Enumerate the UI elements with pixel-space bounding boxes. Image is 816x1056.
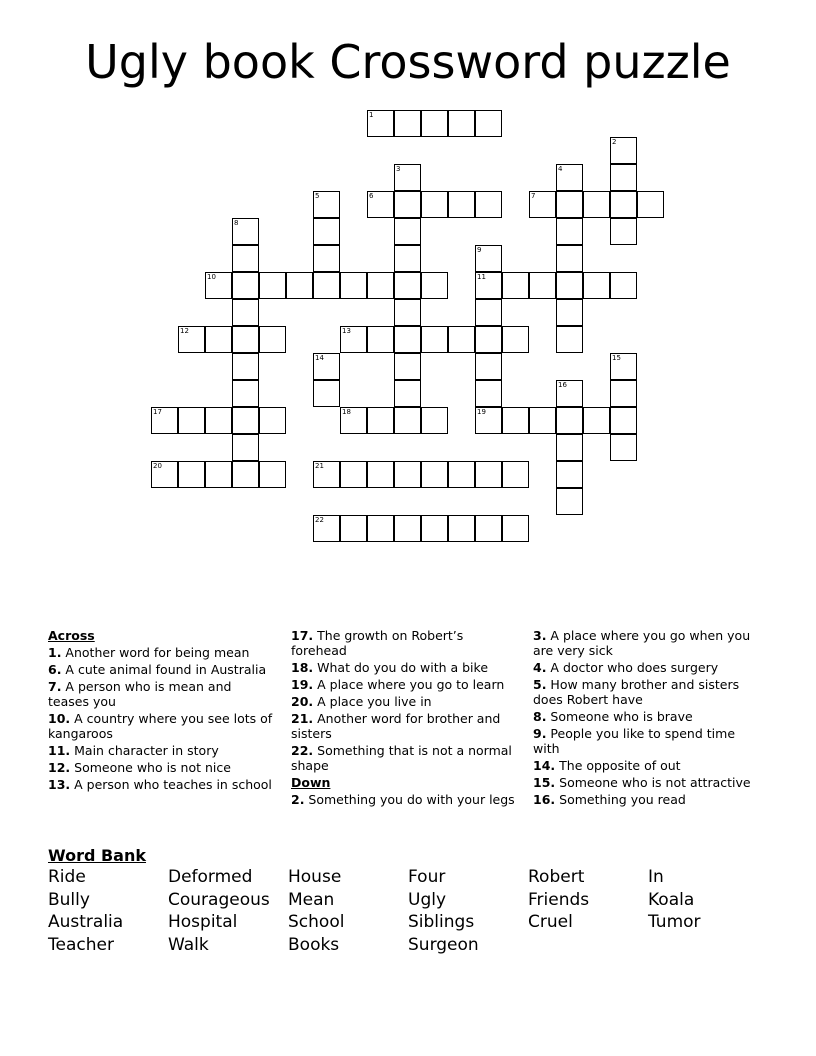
grid-cell[interactable] bbox=[367, 461, 394, 488]
clue-number-label: 13. bbox=[48, 777, 71, 792]
grid-cell[interactable] bbox=[367, 272, 394, 299]
grid-cell[interactable] bbox=[205, 272, 232, 299]
grid-cell[interactable] bbox=[502, 407, 529, 434]
grid-cell[interactable] bbox=[610, 434, 637, 461]
word-bank-item: Deformed bbox=[168, 867, 253, 887]
across-clue bbox=[291, 711, 516, 741]
across-clue bbox=[291, 628, 516, 658]
clue-number: 12 bbox=[180, 327, 189, 335]
across-clue bbox=[48, 662, 273, 677]
clue-number: 8 bbox=[234, 219, 239, 227]
grid-cell[interactable] bbox=[637, 191, 664, 218]
grid-cell[interactable] bbox=[178, 326, 205, 353]
grid-cell[interactable] bbox=[556, 164, 583, 191]
grid-cell[interactable] bbox=[502, 272, 529, 299]
grid-cell[interactable] bbox=[421, 407, 448, 434]
grid-cell[interactable] bbox=[475, 326, 502, 353]
clue-number: 5 bbox=[315, 192, 320, 200]
clue-number: 18 bbox=[342, 408, 351, 416]
clue-text: People you like to spend time with bbox=[533, 726, 736, 756]
grid-cell[interactable] bbox=[556, 191, 583, 218]
clue-text: Someone who is brave bbox=[546, 709, 693, 724]
grid-cell[interactable] bbox=[259, 272, 286, 299]
across-clue bbox=[291, 694, 516, 709]
grid-cell[interactable] bbox=[367, 326, 394, 353]
grid-cell[interactable] bbox=[394, 164, 421, 191]
clues-column-3 bbox=[533, 628, 758, 809]
grid-cell[interactable] bbox=[475, 110, 502, 137]
clue-text: Something that is not a normal shape bbox=[291, 743, 512, 773]
grid-cell[interactable] bbox=[529, 272, 556, 299]
across-clue bbox=[48, 743, 273, 758]
across-clue bbox=[291, 660, 516, 675]
grid-cell[interactable] bbox=[367, 515, 394, 542]
clue-number-label: 3. bbox=[533, 628, 547, 643]
grid-cell[interactable] bbox=[232, 326, 259, 353]
grid-cell[interactable] bbox=[313, 245, 340, 272]
grid-cell[interactable] bbox=[556, 272, 583, 299]
grid-cell[interactable] bbox=[556, 407, 583, 434]
clue-text: A person who is mean and teases you bbox=[48, 679, 232, 709]
grid-cell[interactable] bbox=[475, 191, 502, 218]
grid-cell[interactable] bbox=[232, 299, 259, 326]
grid-cell[interactable] bbox=[394, 353, 421, 380]
word-bank-item: Tumor bbox=[648, 912, 701, 932]
grid-cell[interactable] bbox=[448, 326, 475, 353]
grid-cell[interactable] bbox=[232, 353, 259, 380]
word-bank-item: Koala bbox=[648, 889, 695, 910]
clue-text: A place you live in bbox=[313, 694, 432, 709]
clue-number-label: 22. bbox=[291, 743, 314, 758]
clue-text: Something you do with your legs bbox=[304, 792, 515, 807]
grid-cell[interactable] bbox=[205, 461, 232, 488]
word-bank-item: Cruel bbox=[528, 912, 573, 932]
clue-number: 15 bbox=[612, 354, 621, 362]
clue-number-label: 11. bbox=[48, 743, 71, 758]
grid-cell[interactable] bbox=[313, 353, 340, 380]
clue-text: A place where you go when you are very sick bbox=[533, 628, 751, 658]
down-clue bbox=[533, 677, 758, 707]
grid-cell[interactable] bbox=[610, 272, 637, 299]
grid-cell[interactable] bbox=[394, 272, 421, 299]
grid-cell[interactable] bbox=[313, 380, 340, 407]
word-bank-item: Courageous bbox=[168, 889, 270, 910]
grid-cell[interactable] bbox=[340, 272, 367, 299]
clue-text: What do you do with a bike bbox=[313, 660, 489, 675]
grid-cell[interactable] bbox=[556, 218, 583, 245]
grid-cell[interactable] bbox=[232, 272, 259, 299]
word-bank-grid bbox=[48, 866, 768, 956]
clue-number: 13 bbox=[342, 327, 351, 335]
word-bank-item: Bully bbox=[48, 889, 90, 910]
clue-number: 6 bbox=[369, 192, 374, 200]
clue-text: Another word for brother and sisters bbox=[291, 711, 501, 741]
grid-cell[interactable] bbox=[583, 191, 610, 218]
grid-cell[interactable] bbox=[556, 434, 583, 461]
clue-text: The growth on Robert’s forehead bbox=[291, 628, 464, 658]
word-bank-item: Walk bbox=[168, 934, 209, 955]
clue-number-label: 10. bbox=[48, 711, 71, 726]
grid-cell[interactable] bbox=[529, 191, 556, 218]
word-bank bbox=[48, 846, 768, 956]
clue-number: 17 bbox=[153, 408, 162, 416]
grid-cell[interactable] bbox=[394, 191, 421, 218]
word-bank-heading: Word Bank bbox=[48, 846, 147, 865]
word-bank-item: Australia bbox=[48, 912, 124, 932]
clues-column-1 bbox=[48, 628, 273, 794]
grid-cell[interactable] bbox=[340, 461, 367, 488]
grid-cell[interactable] bbox=[475, 380, 502, 407]
grid-cell[interactable] bbox=[529, 407, 556, 434]
grid-cell[interactable] bbox=[610, 218, 637, 245]
grid-cell[interactable] bbox=[556, 380, 583, 407]
word-bank-item: Books bbox=[288, 934, 340, 955]
grid-cell[interactable] bbox=[556, 461, 583, 488]
grid-cell[interactable] bbox=[556, 299, 583, 326]
grid-cell[interactable] bbox=[475, 515, 502, 542]
grid-cell[interactable] bbox=[583, 407, 610, 434]
down-clue bbox=[291, 792, 516, 807]
grid-cell[interactable] bbox=[151, 407, 178, 434]
grid-cell[interactable] bbox=[502, 515, 529, 542]
clue-number-label: 5. bbox=[533, 677, 547, 692]
grid-cell[interactable] bbox=[394, 461, 421, 488]
grid-cell[interactable] bbox=[313, 515, 340, 542]
grid-cell[interactable] bbox=[421, 461, 448, 488]
across-clue bbox=[48, 645, 273, 660]
down-clue bbox=[533, 792, 758, 807]
grid-cell[interactable] bbox=[340, 515, 367, 542]
word-bank-item: Ride bbox=[48, 867, 86, 887]
word-bank-item: Siblings bbox=[408, 912, 475, 932]
grid-cell[interactable] bbox=[556, 245, 583, 272]
grid-cell[interactable] bbox=[448, 515, 475, 542]
across-clue bbox=[48, 777, 273, 792]
grid-cell[interactable] bbox=[178, 461, 205, 488]
grid-cell[interactable] bbox=[421, 272, 448, 299]
grid-cell[interactable] bbox=[610, 353, 637, 380]
grid-cell[interactable] bbox=[232, 407, 259, 434]
grid-cell[interactable] bbox=[232, 434, 259, 461]
across-clue bbox=[48, 711, 273, 741]
clue-number-label: 20. bbox=[291, 694, 314, 709]
clue-text: A doctor who does surgery bbox=[546, 660, 719, 675]
grid-cell[interactable] bbox=[583, 272, 610, 299]
down-clue bbox=[533, 709, 758, 724]
down-clue bbox=[533, 775, 758, 790]
grid-cell[interactable] bbox=[286, 272, 313, 299]
clue-number-label: 1. bbox=[48, 645, 62, 660]
grid-cell[interactable] bbox=[394, 299, 421, 326]
word-bank-item: Teacher bbox=[48, 934, 114, 955]
grid-cell[interactable] bbox=[259, 461, 286, 488]
word-bank-item: Ugly bbox=[408, 889, 447, 910]
grid-cell[interactable] bbox=[232, 218, 259, 245]
down-clue bbox=[533, 660, 758, 675]
grid-cell[interactable] bbox=[205, 407, 232, 434]
word-bank-item: Surgeon bbox=[408, 934, 479, 955]
clue-text: Something you read bbox=[555, 792, 686, 807]
clue-number: 4 bbox=[558, 165, 563, 173]
clue-number-label: 15. bbox=[533, 775, 556, 790]
grid-cell[interactable] bbox=[556, 326, 583, 353]
grid-cell[interactable] bbox=[421, 326, 448, 353]
grid-cell[interactable] bbox=[475, 245, 502, 272]
grid-cell[interactable] bbox=[394, 110, 421, 137]
clue-number-label: 9. bbox=[533, 726, 547, 741]
grid-cell[interactable] bbox=[151, 461, 178, 488]
grid-cell[interactable] bbox=[178, 407, 205, 434]
clue-text: The opposite of out bbox=[555, 758, 681, 773]
grid-cell[interactable] bbox=[448, 191, 475, 218]
grid-cell[interactable] bbox=[232, 461, 259, 488]
grid-cell[interactable] bbox=[394, 380, 421, 407]
grid-cell[interactable] bbox=[313, 218, 340, 245]
clue-number-label: 2. bbox=[291, 792, 305, 807]
grid-cell[interactable] bbox=[610, 380, 637, 407]
clue-text: A place where you go to learn bbox=[313, 677, 505, 692]
clue-number-label: 7. bbox=[48, 679, 62, 694]
clue-number: 10 bbox=[207, 273, 216, 281]
grid-cell[interactable] bbox=[340, 326, 367, 353]
grid-cell[interactable] bbox=[394, 407, 421, 434]
grid-cell[interactable] bbox=[475, 353, 502, 380]
down-clue bbox=[533, 758, 758, 773]
clue-number: 11 bbox=[477, 273, 486, 281]
word-bank-item: Mean bbox=[288, 889, 335, 910]
grid-cell[interactable] bbox=[610, 191, 637, 218]
clue-number: 16 bbox=[558, 381, 567, 389]
clue-number: 9 bbox=[477, 246, 482, 254]
clue-number: 21 bbox=[315, 462, 324, 470]
grid-cell[interactable] bbox=[421, 110, 448, 137]
word-bank-item: School bbox=[288, 912, 345, 932]
across-clue bbox=[291, 677, 516, 692]
across-heading: Across bbox=[48, 628, 95, 643]
clue-number: 7 bbox=[531, 192, 536, 200]
clue-number-label: 8. bbox=[533, 709, 547, 724]
grid-cell[interactable] bbox=[448, 461, 475, 488]
grid-cell[interactable] bbox=[610, 407, 637, 434]
clue-text: Someone who is not nice bbox=[70, 760, 231, 775]
clue-number-label: 17. bbox=[291, 628, 314, 643]
down-clue bbox=[533, 726, 758, 756]
grid-cell[interactable] bbox=[421, 515, 448, 542]
grid-cell[interactable] bbox=[475, 407, 502, 434]
grid-cell[interactable] bbox=[394, 326, 421, 353]
grid-cell[interactable] bbox=[610, 164, 637, 191]
grid-cell[interactable] bbox=[448, 110, 475, 137]
word-bank-item: Robert bbox=[528, 867, 585, 887]
clue-number: 20 bbox=[153, 462, 162, 470]
clue-number-label: 4. bbox=[533, 660, 547, 675]
across-clue bbox=[48, 760, 273, 775]
grid-cell[interactable] bbox=[259, 407, 286, 434]
clue-number-label: 6. bbox=[48, 662, 62, 677]
grid-cell[interactable] bbox=[367, 191, 394, 218]
clue-number: 14 bbox=[315, 354, 324, 362]
grid-cell[interactable] bbox=[367, 407, 394, 434]
clue-number-label: 18. bbox=[291, 660, 314, 675]
word-bank-item: Four bbox=[408, 867, 446, 887]
grid-cell[interactable] bbox=[394, 218, 421, 245]
grid-cell[interactable] bbox=[232, 380, 259, 407]
clue-text: Main character in story bbox=[70, 743, 219, 758]
grid-cell[interactable] bbox=[394, 245, 421, 272]
down-heading: Down bbox=[291, 775, 331, 790]
clue-number: 19 bbox=[477, 408, 486, 416]
grid-cell[interactable] bbox=[259, 326, 286, 353]
grid-cell[interactable] bbox=[502, 326, 529, 353]
grid-cell[interactable] bbox=[205, 326, 232, 353]
clue-number-label: 16. bbox=[533, 792, 556, 807]
word-bank-item: In bbox=[648, 867, 664, 887]
clue-number-label: 14. bbox=[533, 758, 556, 773]
clue-number-label: 21. bbox=[291, 711, 314, 726]
grid-cell[interactable] bbox=[610, 137, 637, 164]
grid-cell[interactable] bbox=[367, 110, 394, 137]
grid-cell[interactable] bbox=[556, 488, 583, 515]
page-title: Ugly book Crossword puzzle bbox=[85, 35, 731, 89]
clues-column-2 bbox=[291, 628, 516, 809]
clue-number: 1 bbox=[369, 111, 374, 119]
clue-text: How many brother and sisters does Robert have bbox=[533, 677, 740, 707]
clue-text: A cute animal found in Australia bbox=[61, 662, 267, 677]
clue-text: A country where you see lots of kangaroos bbox=[48, 711, 273, 741]
clue-number: 2 bbox=[612, 138, 617, 146]
clue-text: Another word for being mean bbox=[61, 645, 250, 660]
word-bank-item: House bbox=[288, 867, 342, 887]
across-clue bbox=[291, 743, 516, 773]
clue-number: 3 bbox=[396, 165, 401, 173]
grid-cell[interactable] bbox=[232, 245, 259, 272]
grid-cell[interactable] bbox=[313, 461, 340, 488]
clue-text: A person who teaches in school bbox=[70, 777, 272, 792]
grid-cell[interactable] bbox=[502, 461, 529, 488]
grid-cell[interactable] bbox=[340, 407, 367, 434]
word-bank-item: Friends bbox=[528, 889, 590, 910]
grid-cell[interactable] bbox=[313, 191, 340, 218]
across-clue bbox=[48, 679, 273, 709]
grid-cell[interactable] bbox=[475, 461, 502, 488]
clue-number-label: 19. bbox=[291, 677, 314, 692]
clue-number: 22 bbox=[315, 516, 324, 524]
clue-text: Someone who is not attractive bbox=[555, 775, 751, 790]
down-clue bbox=[533, 628, 758, 658]
grid-cell[interactable] bbox=[475, 272, 502, 299]
grid-cell[interactable] bbox=[421, 191, 448, 218]
word-bank-item: Hospital bbox=[168, 912, 238, 932]
grid-cell[interactable] bbox=[475, 299, 502, 326]
grid-cell[interactable] bbox=[313, 272, 340, 299]
clue-number-label: 12. bbox=[48, 760, 71, 775]
grid-cell[interactable] bbox=[394, 515, 421, 542]
